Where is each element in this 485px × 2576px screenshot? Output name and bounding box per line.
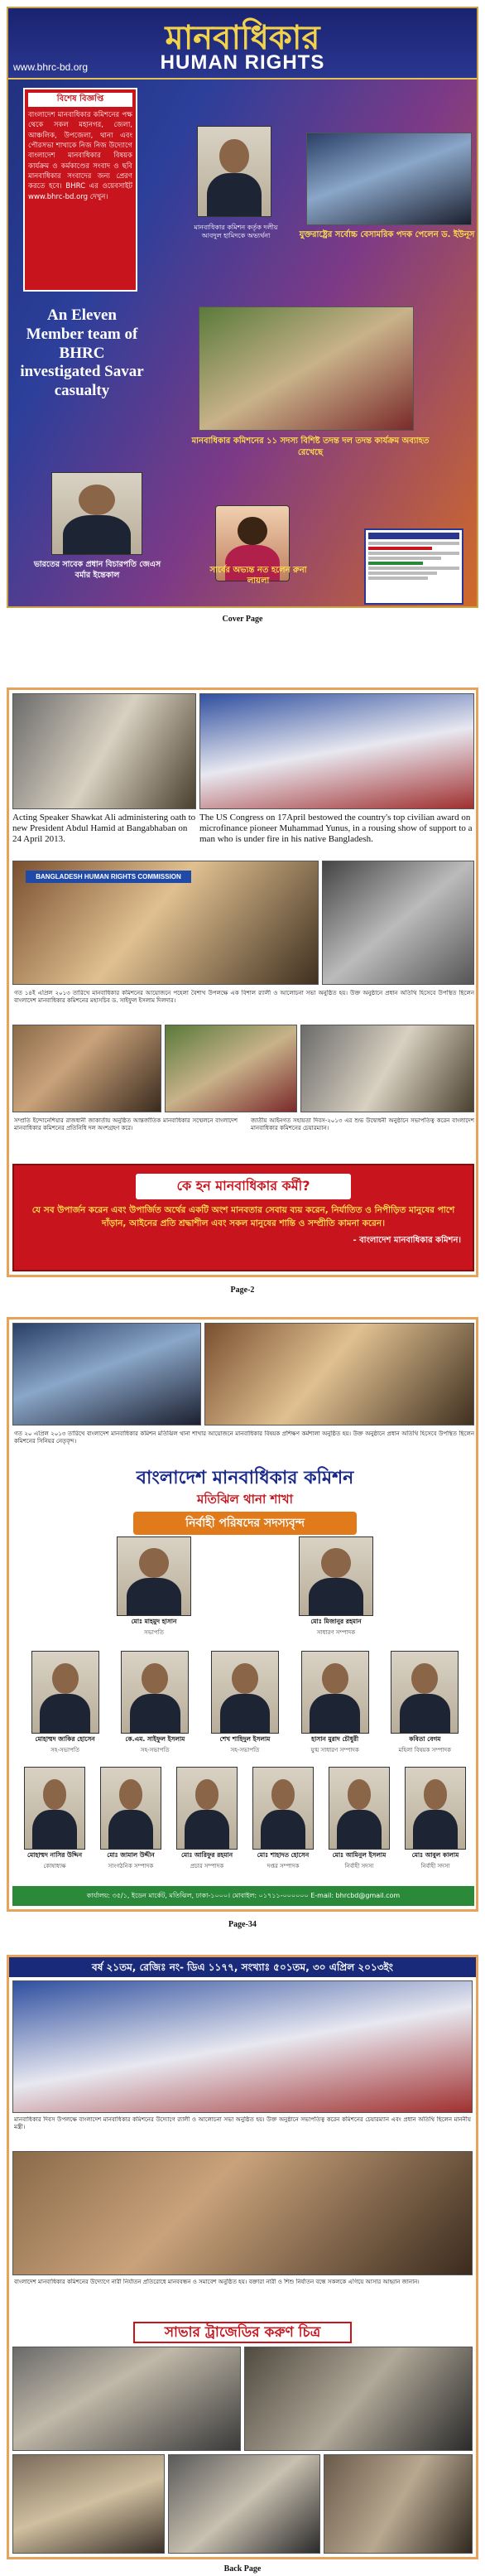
savar-collapse-photo-2 [244,2347,473,2451]
issue-header: বর্ষ ২১তম, রেজিঃ নং- ডিএ ১১৭৭, সংখ্যাঃ ৫০১তম, ৩০ এপ্রিল ২০১৩ইং [9,1957,476,1977]
investigation-team-photo [199,306,414,431]
member-role: সহ-সভাপতি [230,1747,260,1754]
back-page-label: Back Page [223,2564,262,2574]
president-portrait [197,126,271,217]
member-role: সাংগঠনিক সম্পাদক [108,1863,154,1869]
savar-tragedy-title: সাভার ট্রাজেডির করুণ চিত্র [133,2322,352,2343]
congress-caption: The US Congress on 17April bestowed the country's top civilian award on microfinance pioneer Muhammad Yunus, in a rousing show of support to a man who is under fire in his native Bangladesh. [199,813,473,845]
masthead-title-bn: মানবাধিকার [165,19,320,57]
street-march-photo [322,861,474,985]
yunus-award-photo [306,133,472,225]
member-name: শেখ শাহিদুল ইসলাম [219,1735,271,1743]
team-caption: মানবাধিকার কমিশনের ১১ সদস্য বিশিষ্ট তদন্ত দল তদন্ত কার্যক্রম অব্যাহত রেখেছে [191,437,430,457]
member-name: মোঃ মিজানুর রহমান [310,1618,362,1625]
member-photo [405,1767,466,1850]
notice-title: বিশেষ বিজ্ঞপ্তি [28,93,132,107]
member-name: মোঃ শাহাদত হোসেন [257,1851,310,1859]
member-name: মোহাম্মদ নাসির উদ্দিন [26,1851,83,1859]
page2-paragraph-2: সম্প্রতি ইন্দোনেশিয়ার রাজধানী জাকার্তায় অনুষ্ঠিত আন্তর্জাতিক মানবাধিকার সম্মেলনে বাংলাদেশ মানবাধিকার কমিশনের প্রতিনিধি দল অংশগ্রহণ করে। [14,1117,238,1132]
member-card [117,1536,191,1638]
member-role: যুগ্ম সাধারণ সম্পাদক [310,1747,359,1754]
member-photo [176,1767,238,1850]
member-photo [100,1767,161,1850]
page2-paragraph-1: গত ১৪ই এপ্রিল ২০১৩ তারিখে মানবাধিকার কমিশনের আয়োজনে পহেলা বৈশাখ উপলক্ষে এক বিশাল র‍্যালী ও আলোচনা সভা অনুষ্ঠিত হয়। উক্ত অনুষ্ঠানে প্রধান অতিথি হিসেবে উপস্থিত ছিলেন বাংলাদেশ মানবাধিকার কমিশনের মহাসচিব ড. সাইফুল ইসলাম দিলদার। [14,990,474,1005]
member-name: মোহাম্মদ জাকির হোসেন [35,1735,95,1743]
cover-page-label: Cover Page [222,615,263,624]
member-photo [31,1651,99,1734]
worker-answer: যে সব উপার্জন করেন এবং উপার্জিত অর্থের একটি অংশ মানবতার সেবায় ব্যয় করেন, নির্যাতিত ও নিপীড়িত মানুষের পাশে দাঁড়ান, আইনের প্রতি শ্রদ্ধাশীল এবং সকল মানুষের শান্তি ও সম্প্রীতি কামনা করেন। [31,1205,455,1228]
officers-row [9,1651,481,1758]
page-2-label: Page-2 [230,1286,255,1295]
member-card [329,1767,390,1871]
member-name: মোঃ জামাল উদ্দীন [107,1851,155,1859]
member-name: মোঃ আবুল কালাম [411,1851,459,1859]
back-paragraph-2: বাংলাদেশ মানবাধিকার কমিশনের উদ্যোগে নারী নির্যাতন প্রতিরোধে মানববন্ধন ও সমাবেশ অনুষ্ঠিত হয়। বক্তারা নারী ও শিশু নির্যাতন বন্ধে সকলকে এগিয়ে আসার আহ্বান জানান। [14,2279,420,2285]
back-paragraph-1: মানবাধিকার দিবস উপলক্ষে বাংলাদেশ মানবাধিকার কমিশনের উদ্যোগে র‍্যালী ও আলোচনা সভা অনুষ্ঠিত হয়। উক্ত অনুষ্ঠানে সভাপতিত্ব করেন কমিশনের চেয়ারম্যান এবং প্রধান অতিথি ছিলেন মাননীয় মন্ত্রী। [14,2116,471,2131]
branch-name: মতিঝিল থানা শাখা [197,1492,293,1507]
savar-rescue-photo-3 [324,2454,473,2554]
member-card [252,1767,314,1871]
member-photo [117,1536,191,1616]
congress-award-photo [199,693,474,809]
member-role: প্রচার সম্পাদক [190,1863,224,1869]
website-link[interactable]: www.bhrc-bd.org [13,61,89,73]
member-card [31,1651,99,1755]
savar-rescue-photo-1 [12,2454,165,2554]
member-name: কবিতা বেগম [409,1735,441,1743]
yunus-caption: যুক্তরাষ্ট্রের সর্বোচ্চ বেসামরিক পদক পেলেন ড. ইউনূস [299,230,475,239]
page34-paragraph: গত ২০ এপ্রিল ২০১৩ তারিখে বাংলাদেশ মানবাধিকার কমিশন মতিঝিল থানা শাখার আয়োজনে মানবাধিকার বিষয়ক প্রশিক্ষণ কর্মশালা অনুষ্ঠিত হয়। উক্ত অনুষ্ঠানে প্রধান অতিথি হিসেবে উপস্থিত ছিলেন কমিশনের সিনিয়র নেতৃবৃন্দ। [14,1430,474,1445]
member-card [405,1767,466,1871]
savar-collapse-photo-1 [12,2347,241,2451]
singer-caption: সার্বের অভ্যন্ত নত হলেন রুনা লায়লা [209,566,307,586]
member-role: কোষাধ্যক্ষ [43,1863,66,1869]
member-card [176,1767,238,1871]
speaker-photo [165,1025,297,1112]
committee-banner: নির্বাহী পরিষদের সদস্যবৃন্দ [133,1512,357,1535]
member-role: দপ্তর সম্পাদক [267,1863,300,1869]
oath-ceremony-photo [12,693,196,809]
page2-paragraph-3: জাতীয় আইনগত সহায়তা দিবস-২০১৩ এর শুভ উদ্বোধনী অনুষ্ঠানে সভাপতিত্ব করেন বাংলাদেশ মানবাধিকার কমিশনের চেয়ারম্যান। [251,1117,474,1132]
human-chain-photo [12,2151,473,2275]
member-name: মোঃ আমিনুল ইসলাম [332,1851,387,1859]
member-name: কে.এম. সাইফুল ইসলাম [125,1735,185,1743]
member-photo [301,1651,369,1734]
member-role: সভাপতি [144,1629,164,1636]
judge-portrait [51,472,142,555]
savar-rescue-photo-2 [168,2454,320,2554]
member-card [301,1651,369,1755]
member-photo [299,1536,373,1616]
back-page [7,1955,478,2559]
protest-rally-photo [12,1980,473,2113]
commission-name: বাংলাদেশ মানবাধিকার কমিশন [136,1468,354,1488]
member-card [391,1651,459,1755]
member-role: সহ-সভাপতি [140,1747,170,1754]
worker-question: কে হন মানবাধিকার কর্মী? [136,1174,351,1199]
masthead-title-en: HUMAN RIGHTS [160,51,325,74]
cheque-handover-photo [12,1323,201,1425]
member-name: মোঃ মাহমুদ হাসান [131,1618,177,1625]
member-card [121,1651,189,1755]
member-photo [252,1767,314,1850]
member-photo [391,1651,459,1734]
commission-banner: BANGLADESH HUMAN RIGHTS COMMISSION [26,871,191,883]
worker-answer-signature: - বাংলাদেশ মানবাধিকার কমিশন। [353,1235,461,1245]
chairman-caption: মানবাধিকার কমিশন কর্তৃক দলীয় আবদুল হামিদকে অভ্যর্থনা [194,224,278,239]
cover-page [7,7,478,608]
member-name: মোঃ আরিফুর রহমান [180,1851,233,1859]
seminar-photo [300,1025,474,1112]
judge-caption: ভারতের সাবেক প্রধান বিচারপতি জেএস বর্মার ইন্তেকাল [33,560,161,580]
member-card [100,1767,161,1871]
leaders-row [9,1536,481,1636]
special-notice-box [23,88,137,292]
page-34 [7,1317,478,1912]
workshop-photo [204,1323,474,1425]
member-role: নির্বাহী সদস্য [344,1863,374,1869]
member-card [211,1651,279,1755]
member-role: নির্বাহী সদস্য [420,1863,450,1869]
member-photo [121,1651,189,1734]
member-photo [211,1651,279,1734]
member-photo [24,1767,85,1850]
human-rights-worker-box [12,1164,474,1271]
office-address-footer: কার্যালয়: ৩৫/১, ইডেন মার্কেট, মতিঝিল, ঢাকা-১০০০। মোবাইল: ০১৭১১-০০০০০০ E-mail: bhrcbd@gmail.com [12,1886,474,1906]
member-card [299,1536,373,1638]
notice-body: বাংলাদেশ মানবাধিকার কমিশনের পক্ষ থেকে সকল মহানগর, জেলা, আঞ্চলিক, উপজেলা, থানা এবং পৌরসভা শাখাকে নিজ নিজ উদ্যোগে বাংলাদেশ মানবাধিকার বিষয়ক কার্যক্রম ও কর্মকাণ্ডের সংবাদ ও ছবি মানবাধিকার সংবাদের জন্য প্রেরণ করতে হবে। BHRC এর ওয়েবসাইট www.bhrc-bd.org দেখুন। [28,111,132,201]
member-role: সহ-সভাপতি [50,1747,80,1754]
member-role: মহিলা বিষয়ক সম্পাদক [398,1747,452,1754]
member-card [24,1767,85,1871]
member-name: হাসান মুরাদ চৌধুরী [311,1735,359,1743]
conference-photo [12,1025,161,1112]
eleven-member-headline: An Eleven Member team of BHRC investigated Savar casualty [20,306,144,400]
contents-table-thumbnail [364,528,463,605]
members-row [9,1767,481,1874]
page-34-label: Page-34 [228,1920,257,1929]
page-2 [7,687,478,1277]
masthead [8,8,477,80]
oath-caption: Acting Speaker Shawkat Ali administering oath to new President Abdul Hamid at Bangabhaban on 24 April 2013. [12,813,196,845]
member-role: সাধারণ সম্পাদক [316,1629,356,1636]
member-photo [329,1767,390,1850]
